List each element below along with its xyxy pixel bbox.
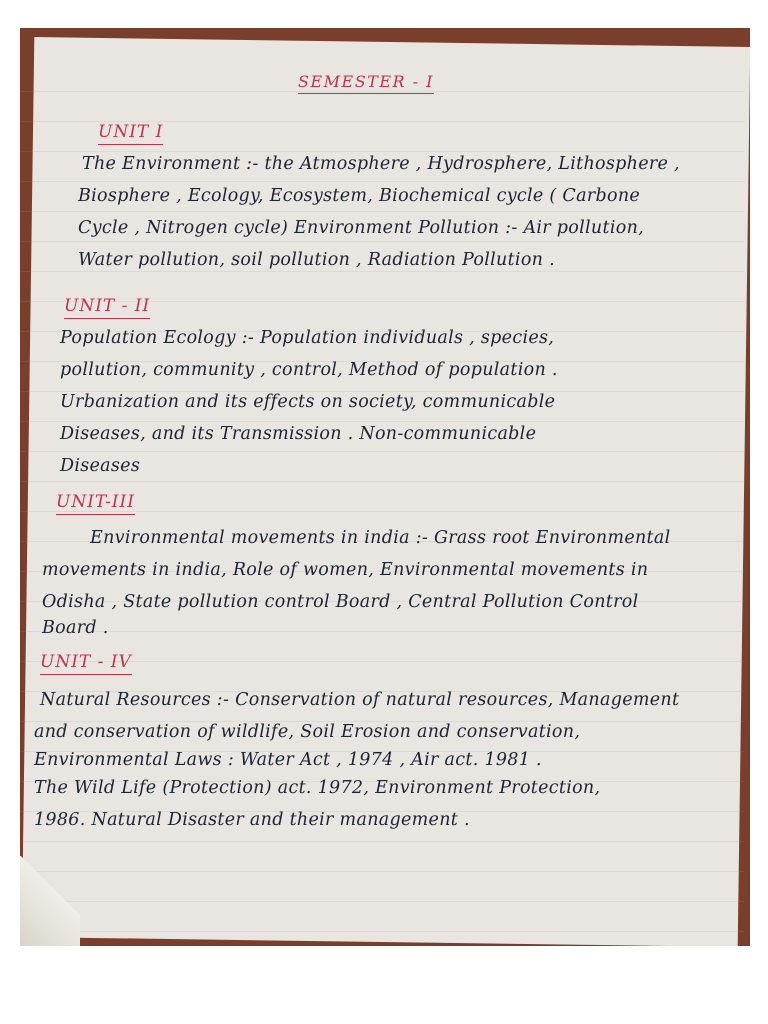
unit-2-line: pollution, community , control, Method of population .	[60, 360, 558, 380]
unit-1-heading	[98, 122, 163, 145]
semester-title-underline	[298, 93, 434, 94]
unit-3-line: Odisha , State pollution control Board , Central Pollution Control	[42, 592, 639, 612]
unit-2-heading	[64, 296, 150, 319]
notebook-page	[20, 62, 744, 946]
unit-2-line: Population Ecology :- Population individuals , species,	[60, 328, 555, 348]
unit-3-line: Board .	[42, 618, 109, 638]
unit-1-heading-text: UNIT I	[98, 122, 164, 142]
unit-4-line: Natural Resources :- Conservation of natural resources, Management	[40, 690, 680, 710]
unit-4-line: The Wild Life (Protection) act. 1972, Environment Protection,	[34, 778, 601, 798]
unit-4-heading-underline	[40, 674, 132, 675]
unit-4-line: and conservation of wildlife, Soil Erosion and conservation,	[34, 722, 581, 742]
photo-background	[20, 28, 750, 946]
semester-title-text: SEMESTER - I	[298, 72, 434, 91]
unit-3-heading	[56, 492, 135, 515]
unit-2-line: Diseases, and its Transmission . Non-communicable	[60, 424, 537, 444]
unit-1-heading-underline	[98, 144, 163, 145]
unit-2-heading-underline	[64, 318, 150, 319]
semester-title	[298, 72, 434, 94]
unit-4-heading	[40, 652, 132, 675]
unit-1-line: Cycle , Nitrogen cycle) Environment Pollution :- Air pollution,	[78, 218, 645, 238]
unit-1-line: Biosphere , Ecology, Ecosystem, Biochemical cycle ( Carbone	[78, 186, 641, 206]
unit-4-line: Environmental Laws : Water Act , 1974 , Air act. 1981 .	[34, 750, 542, 770]
unit-3-line: Environmental movements in india :- Grass root Environmental	[90, 528, 671, 548]
unit-2-line: Diseases	[60, 456, 141, 476]
unit-4-heading-text: UNIT - IV	[40, 652, 132, 672]
unit-1-line: The Environment :- the Atmosphere , Hydrosphere, Lithosphere ,	[82, 154, 680, 174]
unit-3-line: movements in india, Role of women, Environmental movements in	[42, 560, 649, 580]
unit-2-line: Urbanization and its effects on society, communicable	[60, 392, 556, 412]
page-corner-fold	[20, 856, 80, 946]
unit-3-heading-text: UNIT-III	[56, 492, 135, 512]
unit-4-line: 1986. Natural Disaster and their management .	[34, 810, 470, 830]
unit-2-heading-text: UNIT - II	[64, 296, 151, 316]
unit-3-heading-underline	[56, 514, 135, 515]
unit-1-line: Water pollution, soil pollution , Radiation Pollution .	[78, 250, 555, 270]
